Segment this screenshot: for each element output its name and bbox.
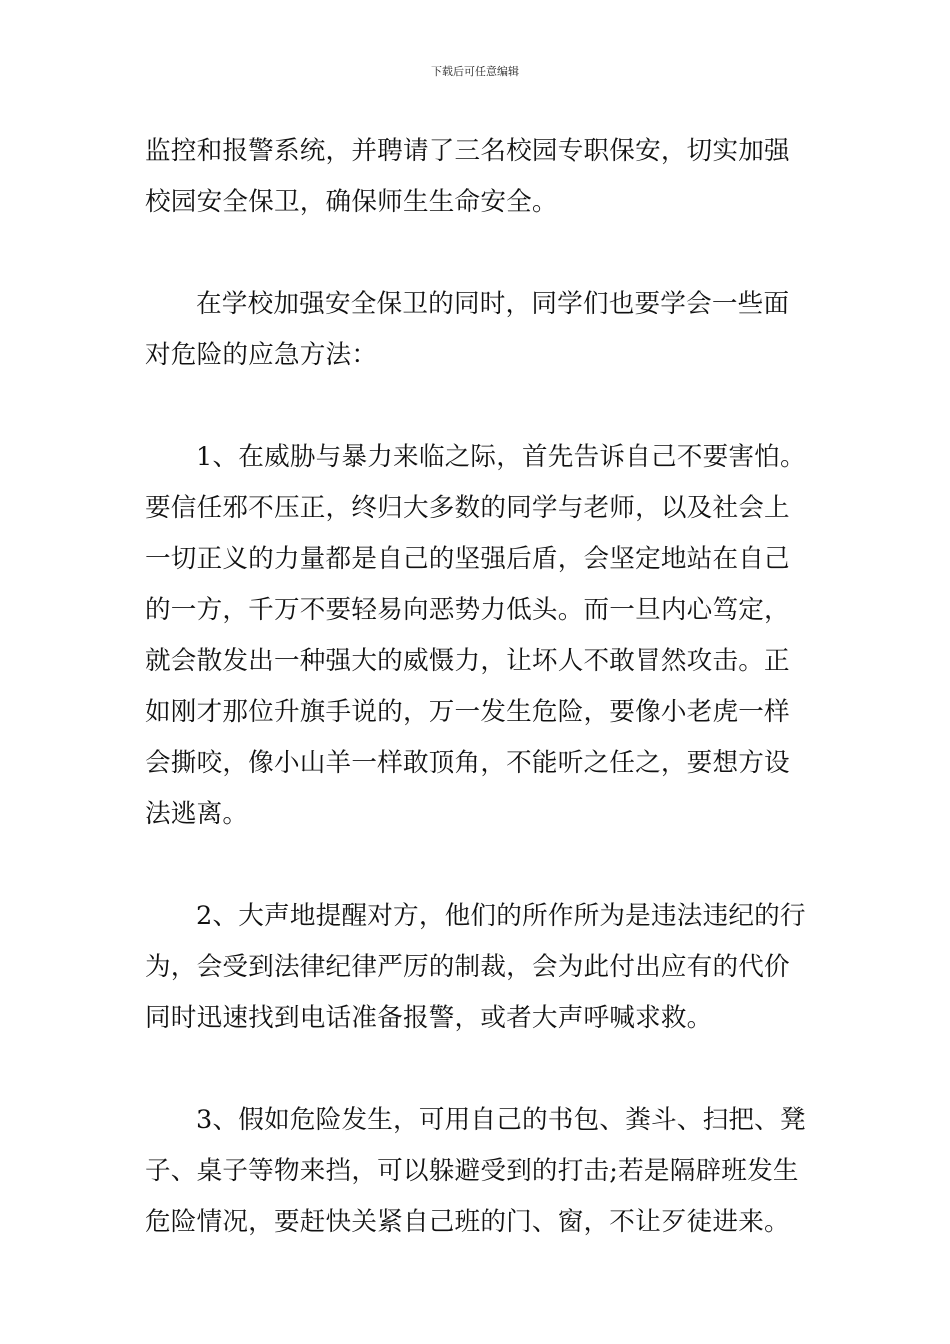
text-line: 同时迅速找到电话准备报警，或者大声呼喊求救。 [145, 1003, 713, 1033]
text-line: 对危险的应急方法： [145, 340, 378, 370]
page-header: 下载后可任意编辑 [431, 65, 519, 78]
paragraph-security-measures [145, 126, 810, 228]
text-line: 3、假如危险发生，可用自己的书包、粪斗、扫把、凳 [196, 1105, 806, 1135]
paragraph-method-3 [145, 1095, 810, 1248]
text-line: 的一方，千万不要轻易向恶势力低头。而一旦内心笃定， [145, 595, 790, 625]
text-line: 在学校加强安全保卫的同时，同学们也要学会一些面 [196, 289, 790, 319]
text-line: 2、大声地提醒对方，他们的所作所为是违法违纪的行 [196, 901, 806, 931]
paragraph-emergency-intro [145, 279, 810, 381]
text-line: 1、在威胁与暴力来临之际，首先告诉自己不要害怕。 [196, 442, 806, 472]
paragraph-method-2 [145, 891, 810, 1044]
paragraph-method-1 [145, 432, 810, 840]
text-line: 法逃离。 [145, 799, 249, 829]
text-line: 要信任邪不压正，终归大多数的同学与老师，以及社会上 [145, 493, 790, 523]
text-line: 如刚才那位升旗手说的，万一发生危险，要像小老虎一样 [145, 697, 790, 727]
text-line: 校园安全保卫，确保师生生命安全。 [145, 187, 558, 217]
text-line: 就会散发出一种强大的威慑力，让坏人不敢冒然攻击。正 [145, 646, 790, 676]
text-line: 监控和报警系统，并聘请了三名校园专职保安，切实加强 [145, 136, 790, 166]
document-body [145, 126, 810, 1299]
text-line: 一切正义的力量都是自己的坚强后盾，会坚定地站在自己 [145, 544, 790, 574]
text-line: 会撕咬，像小山羊一样敢顶角，不能听之任之，要想方设 [145, 748, 790, 778]
text-line: 为，会受到法律纪律严厉的制裁，会为此付出应有的代价 [145, 952, 790, 982]
text-line: 子、桌子等物来挡，可以躲避受到的打击;若是隔辟班发生 [145, 1156, 799, 1186]
text-line: 危险情况，要赶快关紧自己班的门、窗，不让歹徒进来。 [145, 1207, 790, 1237]
